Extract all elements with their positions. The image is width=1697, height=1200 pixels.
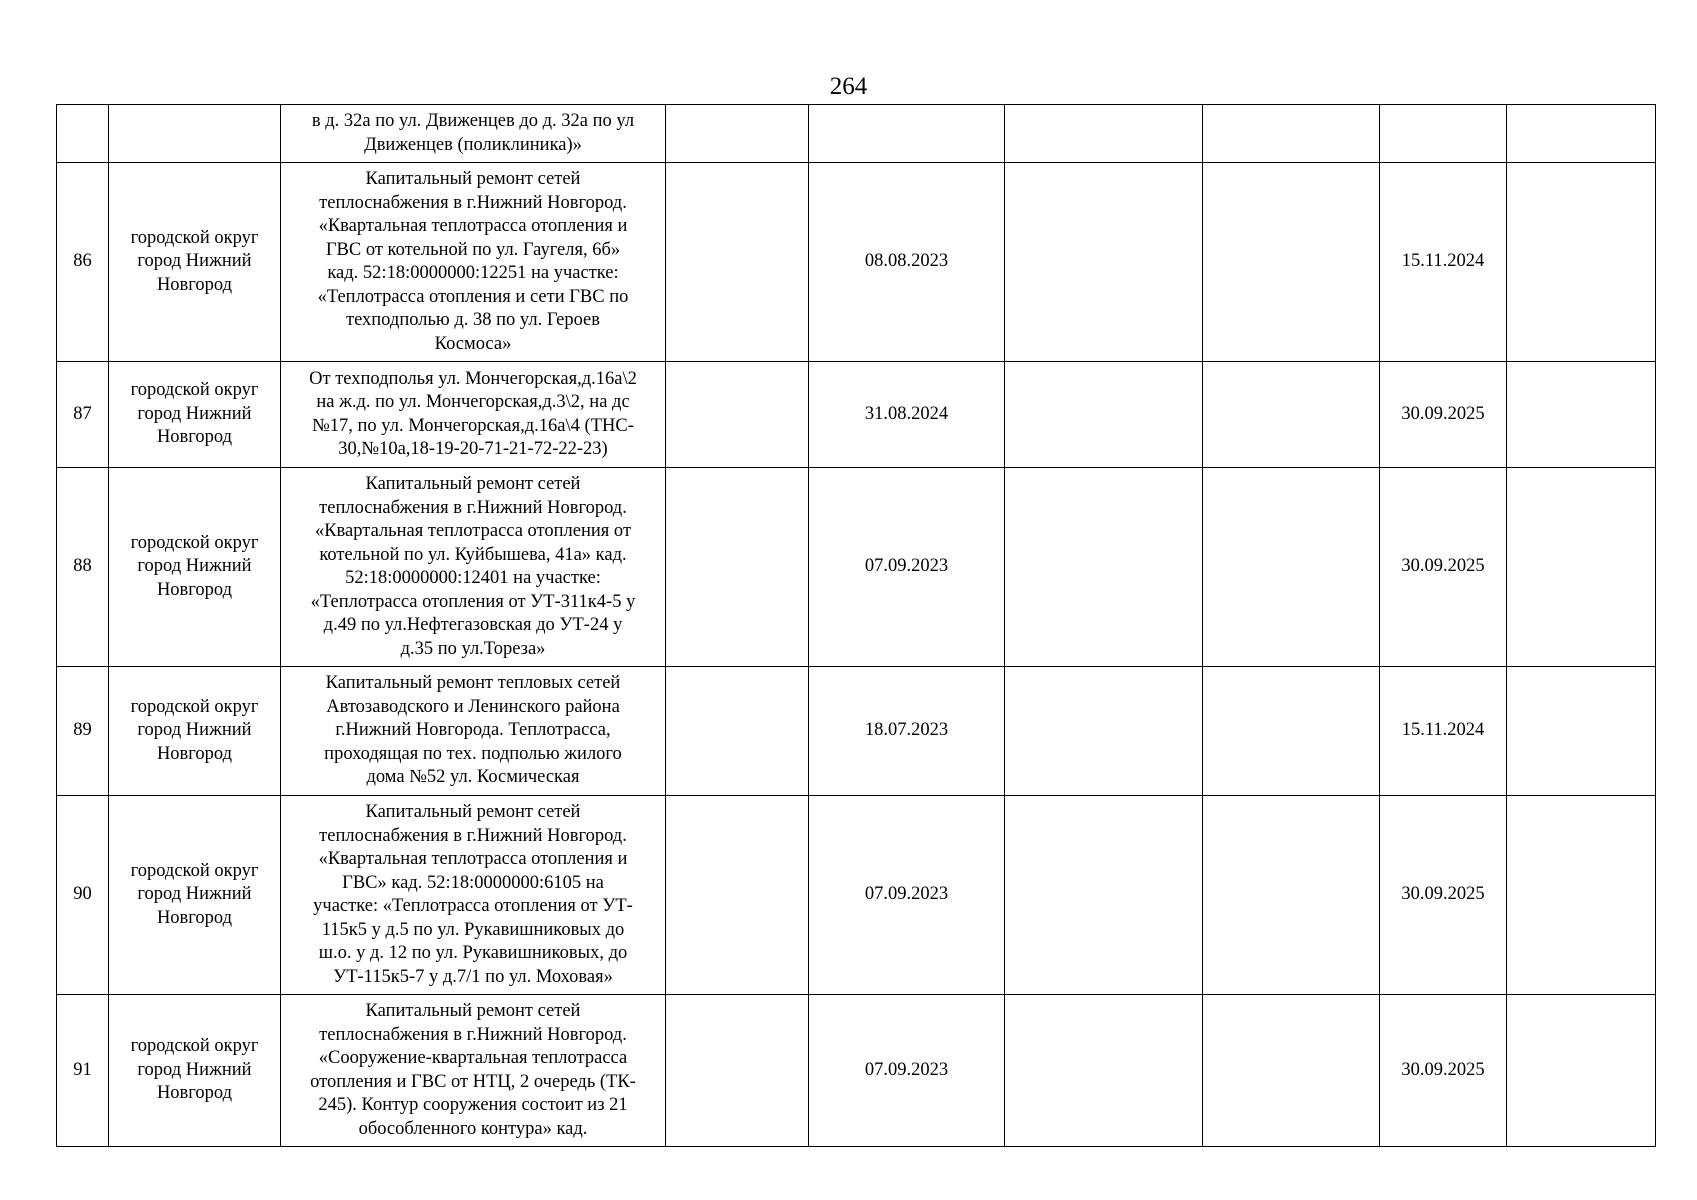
description-cell-line: теплоснабжения в г.Нижний Новгород. <box>319 1024 627 1045</box>
description-cell-line: д.35 по ул.Тореза» <box>400 638 546 659</box>
description-cell <box>281 362 666 468</box>
empty-cell <box>1005 796 1203 995</box>
description-cell-line: г.Нижний Новгорода. Теплотрасса, <box>335 720 611 741</box>
end-date-cell: 15.11.2024 <box>1380 163 1507 362</box>
description-cell-line: Космоса» <box>434 333 512 354</box>
empty-cell <box>666 105 809 163</box>
description-cell-line: проходящая по тех. подполью жилого <box>324 743 622 764</box>
description-cell-line: на ж.д. по ул. Мончегорская,д.3\2, на дс <box>316 392 630 412</box>
empty-cell <box>666 362 809 468</box>
empty-cell <box>1203 995 1380 1147</box>
municipality-cell-line: Новгород <box>156 427 233 448</box>
empty-cell <box>1203 796 1380 995</box>
municipality-cell-line: город Нижний <box>137 720 252 741</box>
table-body <box>57 105 1656 1147</box>
description-cell-line: «Квартальная теплотрасса отопления и <box>318 849 628 869</box>
empty-cell <box>1203 362 1380 468</box>
empty-cell <box>1005 468 1203 667</box>
municipality-cell-line: городской округ <box>130 532 259 553</box>
table-row <box>57 163 1656 362</box>
description-cell-line: «Сооружение-квартальная теплотрасса <box>318 1048 628 1068</box>
municipality-cell-line: Новгород <box>156 907 233 928</box>
description-cell-line: теплоснабжения в г.Нижний Новгород. <box>319 825 627 846</box>
table-row <box>57 995 1656 1147</box>
description-cell-line: «Теплотрасса отопления от УТ-311к4-5 у <box>310 591 636 612</box>
empty-cell <box>666 995 809 1147</box>
empty-cell <box>1507 796 1656 995</box>
row-number-cell: 87 <box>57 362 109 468</box>
municipality-cell <box>109 667 281 796</box>
description-cell-line: ГВС от котельной по ул. Гаугеля, 6б» <box>325 239 621 260</box>
description-cell-line: котельной по ул. Куйбышева, 41а» кад. <box>319 544 627 565</box>
description-cell-line: 30,№10а,18-19-20-71-21-72-22-23) <box>338 439 608 459</box>
start-date-cell: 07.09.2023 <box>809 995 1005 1147</box>
municipality-cell <box>109 995 281 1147</box>
empty-cell <box>1005 105 1203 163</box>
municipality-cell <box>109 796 281 995</box>
empty-cell <box>1005 667 1203 796</box>
end-date-cell: 15.11.2024 <box>1380 667 1507 796</box>
row-number-cell: 90 <box>57 796 109 995</box>
empty-cell <box>1507 468 1656 667</box>
description-cell-line: ш.о. у д. 12 по ул. Рукавишниковых, до <box>318 943 628 963</box>
description-cell-line: обособленного контура» кад. <box>358 1118 588 1139</box>
municipality-cell-line: городской округ <box>130 227 259 248</box>
description-cell <box>281 995 666 1147</box>
description-cell-line: д.49 по ул.Нефтегазовская до УТ-24 у <box>323 615 623 635</box>
description-cell <box>281 105 666 163</box>
end-date-cell: 30.09.2025 <box>1380 995 1507 1147</box>
municipality-cell-line: городской округ <box>130 380 259 401</box>
description-cell <box>281 163 666 362</box>
municipality-cell-line: городской округ <box>130 1036 259 1057</box>
municipality-cell-line: Новгород <box>156 743 233 764</box>
municipality-cell-line: городской округ <box>130 696 259 717</box>
start-date-cell: 18.07.2023 <box>809 667 1005 796</box>
description-cell-line: Капитальный ремонт сетей <box>365 1001 581 1021</box>
municipality-cell-line: Новгород <box>156 274 233 295</box>
description-cell-line: 245). Контур сооружения состоит из 21 <box>318 1095 628 1115</box>
empty-cell <box>1507 995 1656 1147</box>
description-cell-line: Движенцев (поликлиника)» <box>364 134 582 155</box>
municipality-cell-line: городской округ <box>130 860 259 881</box>
description-cell-line: «Теплотрасса отопления и сети ГВС по <box>317 286 629 307</box>
empty-cell <box>1203 667 1380 796</box>
description-cell-line: Капитальный ремонт сетей <box>365 802 581 822</box>
description-cell-line: №17, по ул. Мончегорская,д.16а\4 (ТНС- <box>312 415 634 436</box>
end-date-cell: 30.09.2025 <box>1380 468 1507 667</box>
municipality-cell-line: город Нижний <box>137 556 252 577</box>
description-cell-line: 115к5 у д.5 по ул. Рукавишниковых до <box>321 919 625 940</box>
description-cell-line: 52:18:0000000:12401 на участке: <box>345 568 601 588</box>
description-cell <box>281 468 666 667</box>
end-date-cell: 30.09.2025 <box>1380 362 1507 468</box>
start-date-cell: 31.08.2024 <box>809 362 1005 468</box>
municipality-cell-line: город Нижний <box>137 251 252 272</box>
empty-cell <box>1203 468 1380 667</box>
description-cell-line: Автозаводского и Ленинского района <box>326 696 620 717</box>
description-cell-line: кад. 52:18:0000000:12251 на участке: <box>327 263 619 283</box>
row-number-cell <box>57 105 109 163</box>
empty-cell <box>666 796 809 995</box>
empty-cell <box>1203 163 1380 362</box>
description-cell-line: Капитальный ремонт тепловых сетей <box>325 673 621 694</box>
description-cell-line: отопления и ГВС от НТЦ, 2 очередь (ТК- <box>310 1071 636 1092</box>
empty-cell <box>1507 105 1656 163</box>
empty-cell <box>1507 667 1656 796</box>
municipality-cell-line: Новгород <box>156 1083 233 1104</box>
page-number: 264 <box>829 73 868 100</box>
row-number-cell: 91 <box>57 995 109 1147</box>
empty-cell <box>1203 105 1380 163</box>
description-cell-line: «Квартальная теплотрасса отопления и <box>318 216 628 236</box>
municipality-cell-line: город Нижний <box>137 1059 252 1080</box>
start-date-cell: 07.09.2023 <box>809 468 1005 667</box>
description-cell-line: в д. 32а по ул. Движенцев до д. 32а по ул <box>311 111 635 131</box>
description-cell-line: ГВС» кад. 52:18:0000000:6105 на <box>342 872 604 893</box>
description-cell <box>281 796 666 995</box>
municipality-cell <box>109 163 281 362</box>
description-cell-line: УТ-115к5-7 у д.7/1 по ул. Моховая» <box>333 966 613 987</box>
table-row <box>57 468 1656 667</box>
table-row <box>57 362 1656 468</box>
description-cell-line: «Квартальная теплотрасса отопления от <box>314 521 632 541</box>
row-number-cell: 89 <box>57 667 109 796</box>
description-cell-line: дома №52 ул. Космическая <box>366 767 580 788</box>
municipality-cell-line: Новгород <box>156 579 233 600</box>
empty-cell <box>1005 362 1203 468</box>
start-date-cell: 07.09.2023 <box>809 796 1005 995</box>
description-cell-line: техподполью д. 38 по ул. Героев <box>345 310 600 330</box>
municipality-cell <box>109 468 281 667</box>
municipality-cell <box>109 105 281 163</box>
description-cell-line: теплоснабжения в г.Нижний Новгород. <box>319 497 627 518</box>
empty-cell <box>1507 163 1656 362</box>
row-number-cell: 86 <box>57 163 109 362</box>
description-cell-line: Капитальный ремонт сетей <box>365 474 581 494</box>
end-date-cell: 30.09.2025 <box>1380 796 1507 995</box>
empty-cell <box>666 468 809 667</box>
end-date-cell <box>1380 105 1507 163</box>
municipality-cell-line: город Нижний <box>137 884 252 905</box>
start-date-cell: 08.08.2023 <box>809 163 1005 362</box>
description-cell <box>281 667 666 796</box>
table-row <box>57 105 1656 163</box>
empty-cell <box>1005 995 1203 1147</box>
municipality-cell-line: город Нижний <box>137 403 252 424</box>
description-cell-line: От техподполья ул. Мончегорская,д.16а\2 <box>309 368 637 389</box>
empty-cell <box>1005 163 1203 362</box>
table-row <box>57 796 1656 995</box>
description-cell-line: теплоснабжения в г.Нижний Новгород. <box>319 192 627 213</box>
description-cell-line: Капитальный ремонт сетей <box>365 169 581 189</box>
empty-cell <box>666 667 809 796</box>
start-date-cell <box>809 105 1005 163</box>
table-row <box>57 667 1656 796</box>
description-cell-line: участке: «Теплотрасса отопления от УТ- <box>313 896 633 916</box>
row-number-cell: 88 <box>57 468 109 667</box>
municipality-cell <box>109 362 281 468</box>
empty-cell <box>1507 362 1656 468</box>
works-table <box>56 104 1656 1147</box>
empty-cell <box>666 163 809 362</box>
